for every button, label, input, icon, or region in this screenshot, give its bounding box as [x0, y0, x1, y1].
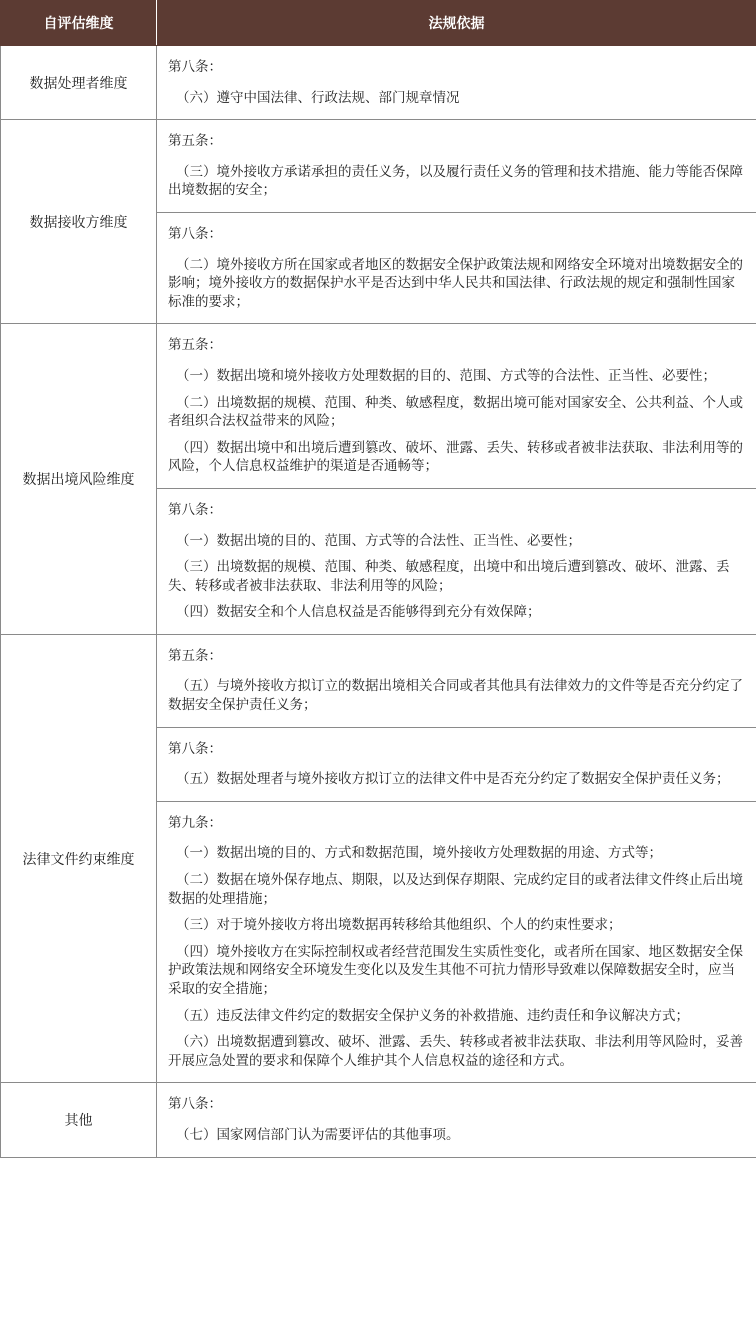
article-item: （四）数据安全和个人信息权益是否能够得到充分有效保障；	[176, 604, 541, 621]
article-item: （一）数据出境和境外接收方处理数据的目的、范围、方式等的合法性、正当性、必要性；	[176, 367, 716, 384]
article-cell	[157, 801, 756, 1083]
article-item: （一）数据出境的目的、范围、方式等的合法性、正当性、必要性；	[176, 532, 581, 549]
article-title: 第八条：	[168, 59, 222, 75]
dimension-cell: 数据接收方维度	[1, 120, 157, 324]
article-cell	[157, 727, 756, 801]
article-title: 第八条：	[168, 740, 222, 757]
table-row	[1, 1083, 756, 1157]
table-row	[1, 634, 756, 727]
article-cell	[157, 46, 756, 120]
dimension-cell: 其他	[1, 1083, 157, 1157]
article-item: （五）数据处理者与境外接收方拟订立的法律文件中是否充分约定了数据安全保护责任义务；	[176, 771, 730, 788]
article-cell	[157, 120, 756, 213]
article-item: （三）出境数据的规模、范围、种类、敏感程度，出境中和出境后遭到篡改、破坏、泄露、丢失、转移或者被非法获取、非法利用等的风险；	[168, 559, 730, 594]
article-item: （四）数据出境中和出境后遭到篡改、破坏、泄露、丢失、转移或者被非法获取、非法利用等的风险，个人信息权益维护的渠道是否通畅等；	[168, 439, 743, 475]
article-item: （一）数据出境的目的、方式和数据范围，境外接收方处理数据的用途、方式等；	[176, 845, 662, 862]
article-cell	[157, 212, 756, 323]
article-title: 第五条：	[168, 133, 222, 150]
article-item: （五）与境外接收方拟订立的数据出境相关合同或者其他具有法律效力的文件等是否充分约定了数据安全保护责任义务；	[168, 678, 743, 714]
article-item: （六）遵守中国法律、行政法规、部门规章情况	[176, 89, 460, 106]
article-item: （七）国家网信部门认为需要评估的其他事项。	[176, 1126, 460, 1143]
dimension-cell: 数据出境风险维度	[1, 324, 157, 635]
article-title: 第五条：	[168, 647, 222, 664]
article-title: 第九条：	[168, 814, 222, 831]
article-title: 第五条：	[168, 337, 222, 354]
article-item: （六）出境数据遭到篡改、破坏、泄露、丢失、转移或者被非法获取、非法利用等风险时，妥善开展应急处置的要求和保障个人维护其个人信息权益的途径和方式。	[168, 1034, 743, 1069]
article-item: （二）出境数据的规模、范围、种类、敏感程度，数据出境可能对国家安全、公共利益、个人或者组织合法权益带来的风险；	[168, 394, 743, 430]
dimension-cell: 数据处理者维度	[1, 46, 157, 120]
article-title: 第八条：	[168, 225, 222, 242]
article-item: （三）境外接收方承诺承担的责任义务，以及履行责任义务的管理和技术措施、能力等能否保障出境数据的安全；	[168, 163, 743, 199]
header-dimension: 自评估维度	[1, 1, 157, 46]
dimension-cell: 法律文件约束维度	[1, 634, 157, 1083]
article-item: （二）数据在境外保存地点、期限，以及达到保存期限、完成约定目的或者法律文件终止后出境数据的处理措施；	[168, 872, 743, 907]
table-row	[1, 46, 756, 120]
article-item: （二）境外接收方所在国家或者地区的数据安全保护政策法规和网络安全环境对出境数据安全的影响；境外接收方的数据保护水平是否达到中华人民共和国法律、行政法规的规定和强制性国家标准的要求；	[168, 256, 743, 310]
article-cell	[157, 1083, 756, 1157]
table-row	[1, 120, 756, 213]
article-cell	[157, 634, 756, 727]
article-cell	[157, 488, 756, 634]
article-title: 第八条：	[168, 501, 222, 518]
article-item: （三）对于境外接收方将出境数据再转移给其他组织、个人的约束性要求；	[176, 917, 622, 934]
header-row	[1, 1, 756, 46]
table-body	[1, 46, 756, 1158]
article-item: （五）违反法律文件约定的数据安全保护义务的补救措施、违约责任和争议解决方式；	[176, 1007, 689, 1024]
article-item: （四）境外接收方在实际控制权或者经营范围发生实质性变化，或者所在国家、地区数据安全保护政策法规和网络安全环境发生变化以及发生其他不可抗力情形导致难以保障数据安全时，应当采取的安全措施；	[168, 943, 743, 997]
article-cell	[157, 324, 756, 489]
table-row	[1, 324, 756, 489]
header-basis: 法规依据	[157, 1, 756, 46]
article-title: 第八条：	[168, 1096, 222, 1113]
